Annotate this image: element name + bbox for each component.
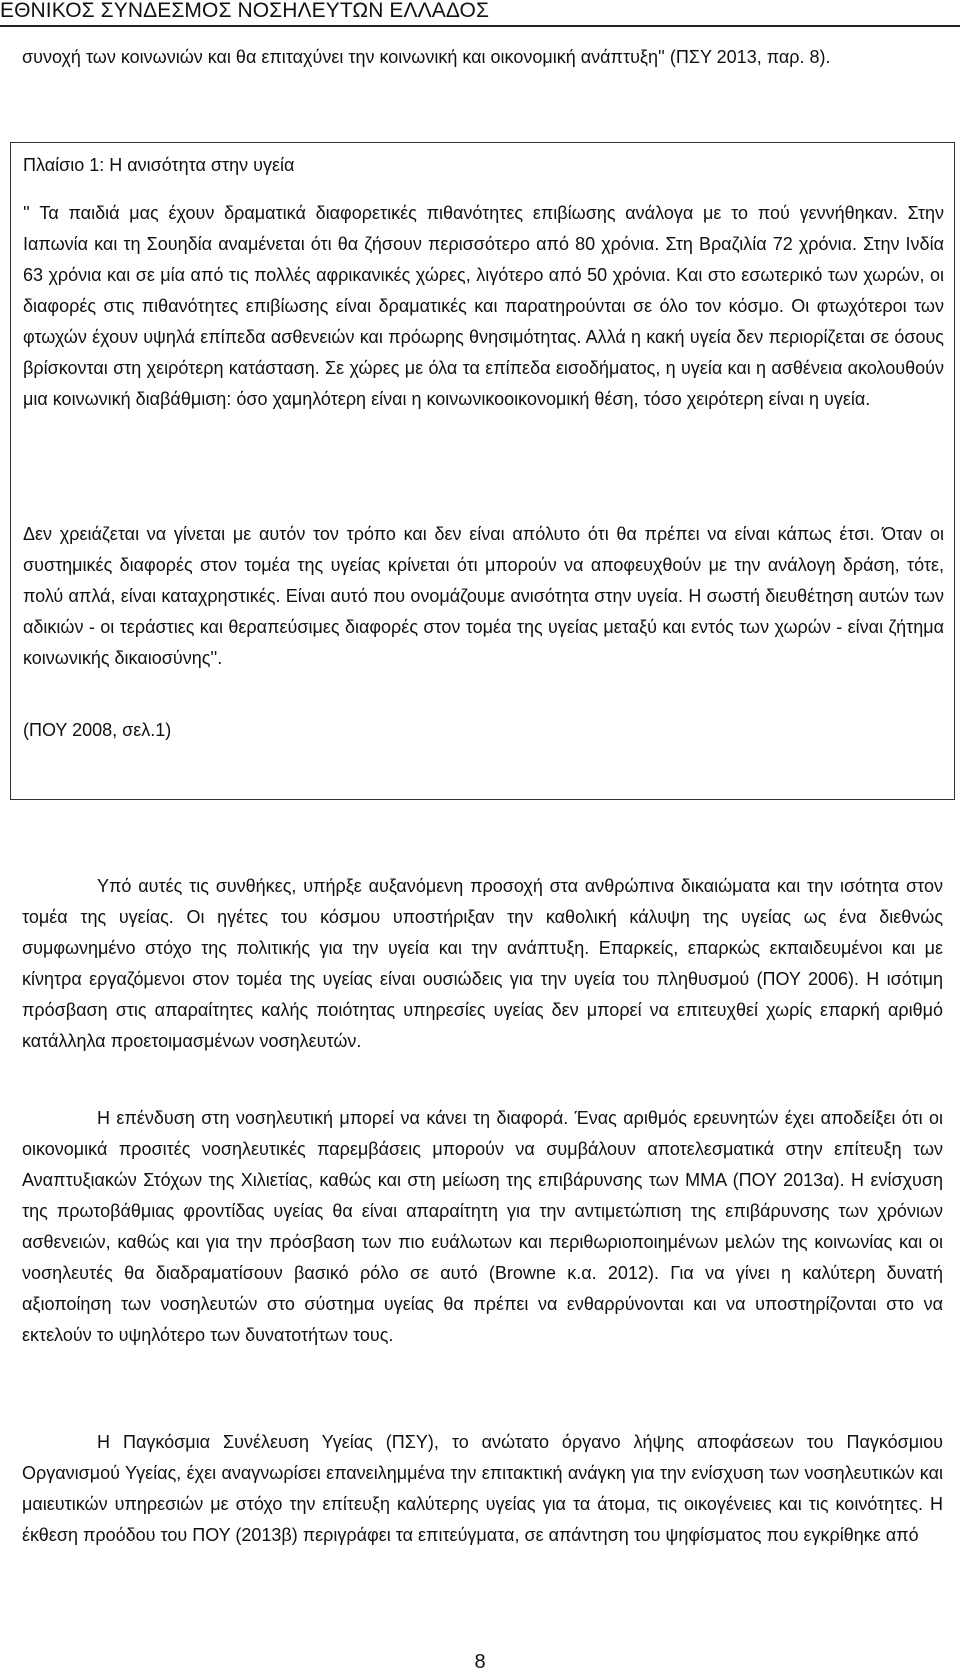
box-paragraph-2: Δεν χρειάζεται να γίνεται με αυτόν τον τρόπο και δεν είναι απόλυτο ότι θα πρέπει να είναι κάπως έτσι. Όταν οι συστημικές διαφορές στον τομέα της υγείας κρίνεται ότι μπορούν να αποφευχθούν με την ανάλογη δράση, τότε, πολύ απλά, είναι καταχρηστικές. Είναι αυτό που ονομάζουμε ανισότητα στην υγεία. Η σωστή διευθέτηση αυτών των αδικιών - οι τεράστιες και θεραπεύσιμες διαφορές στον τομέα της υγείας μεταξύ και εντός των χωρών - είναι ζήτημα κοινωνικής δικαιοσύνης''. bbox=[23, 524, 944, 668]
box-title: Πλαίσιο 1: Η ανισότητα στην υγεία bbox=[23, 155, 295, 175]
box-paragraph-1: '' Τα παιδιά μας έχουν δραματικά διαφορετικές πιθανότητες επιβίωσης ανάλογα με το πού γεννήθηκαν. Στην Ιαπωνία και τη Σουηδία αναμένεται ότι θα ζήσουν περισσότερο από 80 χρόνια. Στη Βραζιλία 72 χρόνια. Στην Ινδία 63 χρόνια και σε μία από τις πολλές αφρικανικές χώρες, λιγότερο από 50 χρόνια. Και στο εσωτερικό των χωρών, οι διαφορές στις πιθανότητες επιβίωσης είναι δραματικές και παρατηρούνται σε όλο τον κόσμο. Οι φτωχότεροι των φτωχών έχουν υψηλά επίπεδα ασθενειών και πρόωρης θνησιμότητας. Αλλά η κακή υγεία δεν περιορίζεται σε όσους βρίσκονται στη χειρότερη κατάσταση. Σε χώρες με όλα τα επίπεδα εισοδήματος, η υγεία και η ασθένεια ακολουθούν μια κοινωνική διαβάθμιση: όσο χαμηλότερη είναι η κοινωνικοοικονομική θέση, τόσο χειρότερη είναι η υγεία. bbox=[23, 203, 944, 409]
box-citation: (ΠΟΥ 2008, σελ.1) bbox=[23, 720, 172, 740]
intro-paragraph: συνοχή των κοινωνιών και θα επιταχύνει την κοινωνική και οικονομική ανάπτυξη'' (ΠΣΥ 2013, παρ. 8). bbox=[22, 47, 831, 67]
document-header: ΕΘΝΙΚΟΣ ΣΥΝΔΕΣΜΟΣ ΝΟΣΗΛΕΥΤΩΝ ΕΛΛΑΔΟΣ bbox=[0, 0, 490, 22]
inequality-box bbox=[10, 142, 955, 800]
header-divider bbox=[0, 25, 960, 27]
page-number: 8 bbox=[474, 1651, 486, 1673]
body-paragraph-2: Η επένδυση στη νοσηλευτική μπορεί να κάνει τη διαφορά. Ένας αριθμός ερευνητών έχει αποδείξει ότι οι οικονομικά προσιτές νοσηλευτικές παρεμβάσεις μπορούν να συμβάλουν αποτελεσματικά στην επίτευξη των Αναπτυξιακών Στόχων της Χιλιετίας, καθώς και στη μείωση της επιβάρυνσης των ΜΜΑ (ΠΟΥ 2013α). Η ενίσχυση της πρωτοβάθμιας φροντίδας υγείας θα είναι απαραίτητη για την αντιμετώπιση της επιβάρυνσης των χρόνιων ασθενειών, καθώς και για την πρόσβαση των πιο ευάλωτων και περιθωριοποιημένων μελών της κοινωνίας και οι νοσηλευτές θα διαδραματίσουν βασικό ρόλο σε αυτό (Browne κ.α. 2012). Για να γίνει η καλύτερη δυνατή αξιοποίηση των νοσηλευτών στο σύστημα υγείας θα πρέπει να ενθαρρύνονται και να υποστηρίζονται στο να εκτελούν το υψηλότερο των δυνατοτήτων τους. bbox=[22, 1108, 943, 1345]
body-paragraph-1: Υπό αυτές τις συνθήκες, υπήρξε αυξανόμενη προσοχή στα ανθρώπινα δικαιώματα και την ισότητα στον τομέα της υγείας. Οι ηγέτες του κόσμου υποστήριξαν την καθολική κάλυψη της υγείας ως ένα διεθνώς συμφωνημένο στόχο της πολιτικής για την υγεία και την ανάπτυξη. Επαρκείς, επαρκώς εκπαιδευμένοι και με κίνητρα εργαζόμενοι στον τομέα της υγείας είναι ουσιώδεις για την υγεία του πληθυσμού (ΠΟΥ 2006). Η ισότιμη πρόσβαση στις απαραίτητες καλής ποιότητας υπηρεσίες υγείας δεν μπορεί να επιτευχθεί χωρίς επαρκή αριθμό κατάλληλα προετοιμασμένων νοσηλευτών. bbox=[22, 876, 943, 1051]
body-paragraph-3: Η Παγκόσμια Συνέλευση Υγείας (ΠΣΥ), το ανώτατο όργανο λήψης αποφάσεων του Παγκόσμιου Οργανισμού Υγείας, έχει αναγνωρίσει επανειλημμένα την επιτακτική ανάγκη για την ενίσχυση των νοσηλευτικών και μαιευτικών υπηρεσιών με στόχο την επίτευξη καλύτερης υγείας για τα άτομα, τις οικογένειες και τις κοινότητες. Η έκθεση προόδου του ΠΟΥ (2013β) περιγράφει τα επιτεύγματα, σε απάντηση του ψηφίσματος που εγκρίθηκε από bbox=[22, 1432, 943, 1545]
